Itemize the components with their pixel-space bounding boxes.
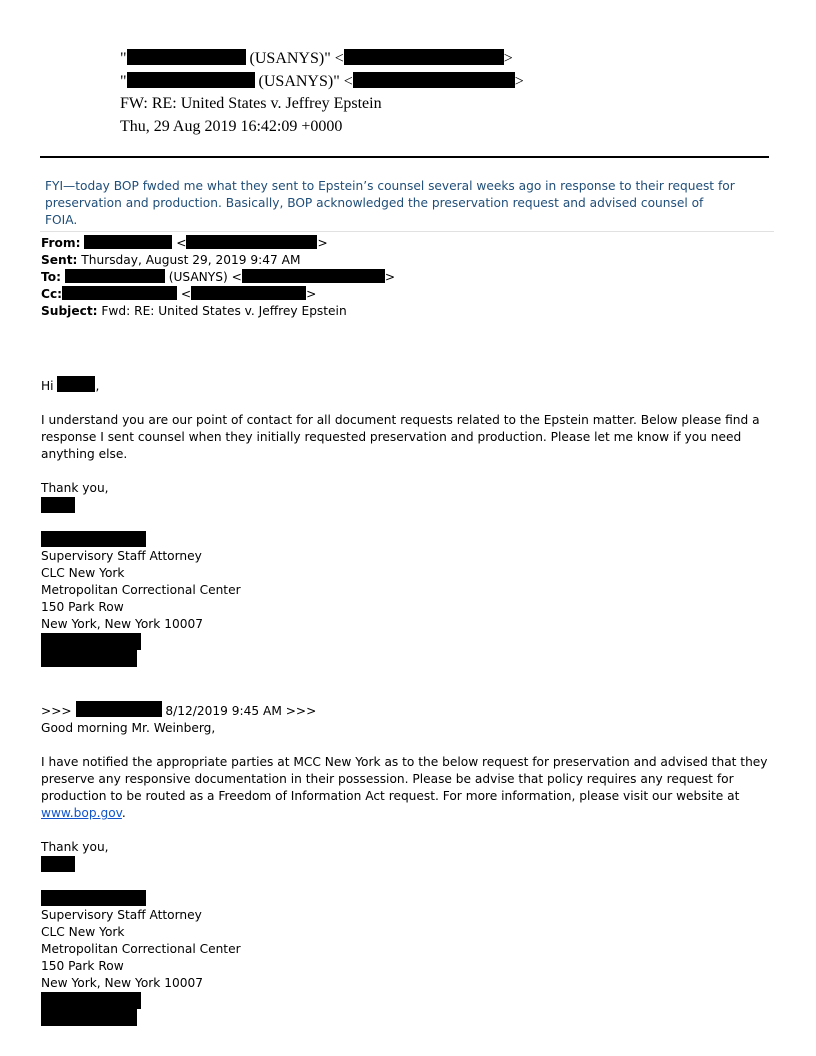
signature-title: Supervisory Staff Attorney [41, 549, 202, 563]
message2-paragraph: I have notified the appropriate parties at MCC New York as to the below request for preservation and advised that they preserve any responsive documentation in their possession. Please be advise that policy requires any request for production to be routed as a Freedom of Information Act request. For more information, please visit our website at [41, 755, 768, 803]
redacted-signer-name [41, 531, 146, 547]
message1-greeting-row: Hi , [41, 376, 781, 395]
to-suffix: (USANYS)" < [258, 72, 353, 90]
redacted-signer-phone [41, 633, 141, 650]
signature2-city: New York, New York 10007 [41, 976, 204, 990]
signature-street: 150 Park Row [41, 600, 124, 614]
redacted-signer-name-2 [41, 890, 146, 906]
fwd-sent-row [41, 252, 781, 269]
message1-closing: Thank you, [41, 481, 109, 495]
date-value: Thu, 29 Aug 2019 16:42:09 +0000 [120, 117, 343, 135]
fwd-subject-label: Subject: [41, 304, 98, 318]
fwd-to-label: To: [41, 270, 61, 284]
redacted-signer-phone-2 [41, 992, 141, 1009]
fwd-cc-label: Cc: [41, 287, 63, 301]
fwd-to-row: To: (USANYS) < > [41, 270, 396, 284]
fwd-sent-value: Thursday, August 29, 2019 9:47 AM [81, 253, 301, 267]
redacted-fwd-from-name [84, 235, 172, 249]
redacted-fwd-to-name [65, 269, 165, 283]
message2-greeting: Good morning Mr. Weinberg, [41, 721, 216, 735]
redacted-recipient-email [353, 72, 515, 88]
signature2-office: CLC New York [41, 925, 125, 939]
message2-paragraph-wrap: I have notified the appropriate parties at MCC New York as to the below request for preservation and advised that they preserve any responsive documentation in their possession. Please be advise that policy requires any request for production to be routed as a Freedom of Information Act request. For more information, please visit our website at www.bop.gov. [41, 755, 768, 820]
redacted-signer-initials [41, 497, 75, 513]
redacted-fwd-cc-name [62, 286, 177, 300]
fyi-note: FYI—today BOP fwded me what they sent to Epstein’s counsel several weeks ago in response to their request for preservation and production. Basically, BOP acknowledged the preservation request and advised counsel of FOIA. [45, 179, 735, 227]
fwd-sent-label: Sent: [41, 253, 78, 267]
fwd-subject-value: Fwd: RE: United States v. Jeffrey Epstein [101, 304, 347, 318]
redacted-recipient-first-name [57, 376, 95, 392]
redacted-fwd-to-email [242, 269, 385, 283]
fwd-to-value: (USANYS) < [168, 270, 242, 284]
quoted-marker-date: 8/12/2019 9:45 AM >>> [165, 704, 317, 718]
header-divider [40, 156, 769, 158]
signature-office: CLC New York [41, 566, 125, 580]
signature-city: New York, New York 10007 [41, 617, 204, 631]
signature2-title: Supervisory Staff Attorney [41, 908, 202, 922]
redacted-signer-fax-2 [41, 1009, 137, 1026]
fwd-from-row: From: < > [41, 236, 328, 250]
signature-facility: Metropolitan Correctional Center [41, 583, 241, 597]
subject-value: FW: RE: United States v. Jeffrey Epstein [120, 95, 382, 112]
fwd-from-label: From: [41, 236, 81, 250]
redacted-recipient-name [127, 72, 255, 88]
bop-website-link[interactable]: www.bop.gov [41, 806, 122, 820]
signature2-street: 150 Park Row [41, 959, 124, 973]
redacted-fwd-cc-email [191, 286, 306, 300]
redacted-quoted-sender [76, 701, 162, 717]
forward-divider [40, 231, 774, 232]
redacted-sender-name [127, 49, 246, 65]
from-suffix: (USANYS)" < [249, 50, 344, 67]
redacted-signer-fax [41, 650, 137, 667]
signature2-facility: Metropolitan Correctional Center [41, 942, 241, 956]
fwd-subject-row [41, 303, 781, 320]
quoted-marker-prefix: >>> [41, 704, 72, 718]
message2-closing: Thank you, [41, 840, 109, 854]
fwd-cc-row: Cc: < > [41, 287, 317, 301]
message1-greeting: Hi [41, 379, 54, 393]
forwarded-message [41, 235, 781, 1026]
quoted-marker-row [41, 701, 781, 720]
redacted-sender-email [344, 49, 504, 65]
redacted-fwd-from-email [186, 235, 317, 249]
redacted-signer-initials-2 [41, 856, 75, 872]
message1-paragraph: I understand you are our point of contact for all document requests related to the Epstein matter. Below please find a response I sent counsel when they initially requested preservation and production. Please let me know if you need anything else. [41, 413, 760, 461]
